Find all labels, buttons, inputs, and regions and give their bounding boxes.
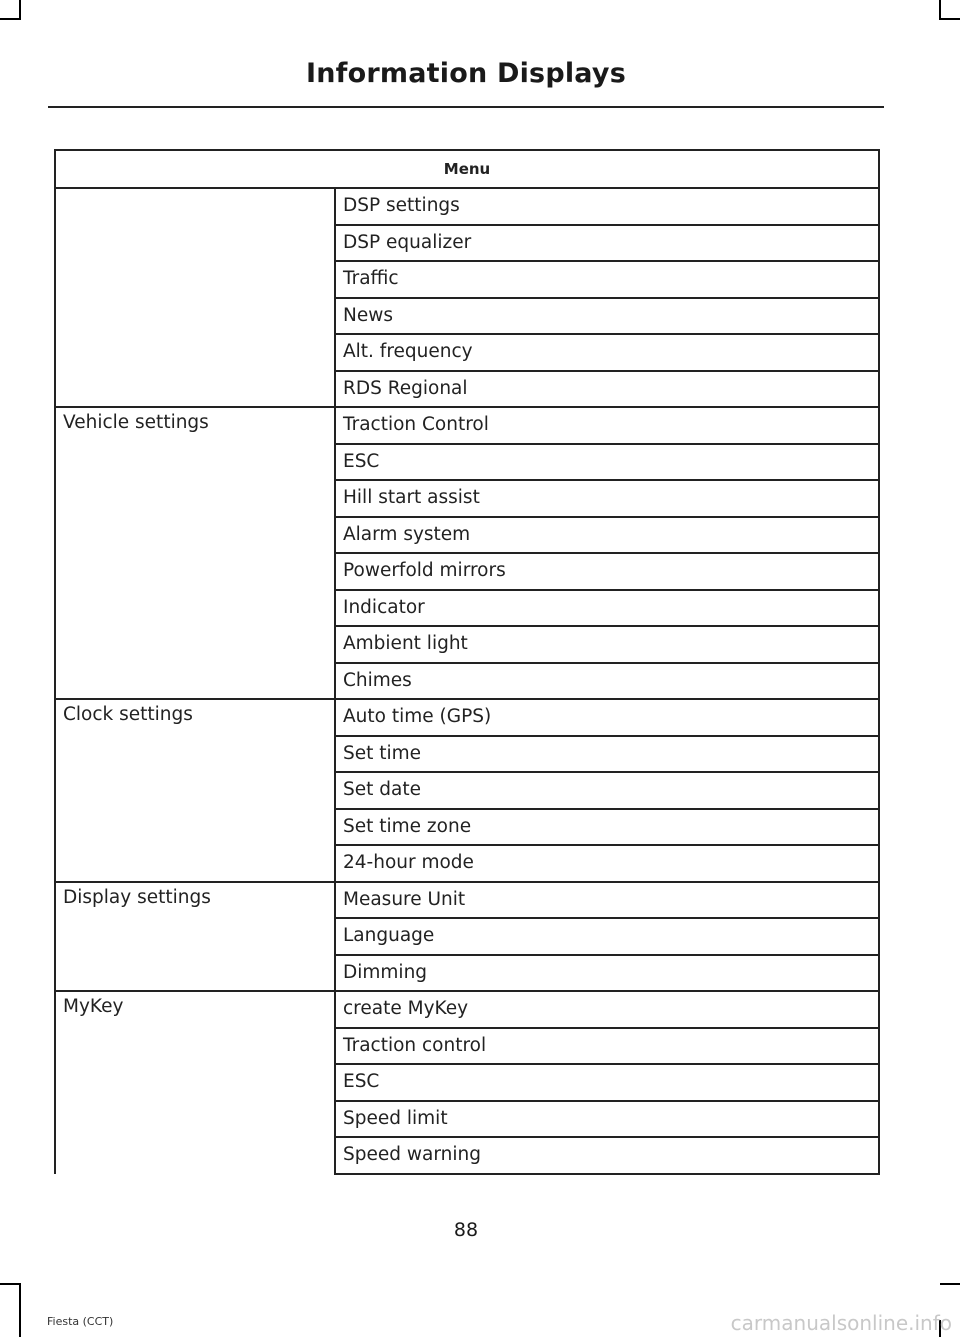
menu-item: Hill start assist — [335, 480, 879, 517]
menu-item: ESC — [335, 444, 879, 481]
menu-table — [54, 149, 880, 1175]
menu-item: Alarm system — [335, 517, 879, 554]
menu-item: RDS Regional — [335, 371, 879, 408]
menu-item: create MyKey — [335, 991, 879, 1028]
table-row — [55, 699, 879, 736]
group-label — [55, 188, 335, 407]
menu-item: Traction Control — [335, 407, 879, 444]
menu-item: Set time — [335, 736, 879, 773]
table-row — [55, 882, 879, 919]
crop-mark — [0, 18, 20, 20]
menu-item: Measure Unit — [335, 882, 879, 919]
crop-mark — [0, 1283, 20, 1285]
crop-mark — [939, 0, 941, 20]
menu-item: Auto time (GPS) — [335, 699, 879, 736]
watermark: carmanualsonline.info — [730, 1311, 952, 1335]
table-body — [55, 188, 879, 1174]
menu-item: Ambient light — [335, 626, 879, 663]
menu-item: Traction control — [335, 1028, 879, 1065]
menu-item: Chimes — [335, 663, 879, 700]
crop-mark — [19, 0, 21, 20]
menu-item: News — [335, 298, 879, 335]
menu-item: Language — [335, 918, 879, 955]
menu-item: Speed warning — [335, 1137, 879, 1174]
crop-mark — [940, 18, 960, 20]
menu-item: Dimming — [335, 955, 879, 992]
header-rule — [48, 106, 884, 108]
group-label: Clock settings — [55, 699, 335, 882]
menu-item: DSP equalizer — [335, 225, 879, 262]
crop-mark — [940, 1283, 960, 1285]
menu-item: DSP settings — [335, 188, 879, 225]
menu-item: Powerfold mirrors — [335, 553, 879, 590]
group-label: Vehicle settings — [55, 407, 335, 699]
table-row — [55, 407, 879, 444]
crop-mark — [19, 1283, 21, 1337]
menu-item: Traffic — [335, 261, 879, 298]
table-row — [55, 991, 879, 1028]
menu-item: Set time zone — [335, 809, 879, 846]
menu-item: Speed limit — [335, 1101, 879, 1138]
menu-item: Indicator — [335, 590, 879, 627]
group-label: Display settings — [55, 882, 335, 992]
menu-item: ESC — [335, 1064, 879, 1101]
table-heading: Menu — [55, 150, 879, 188]
menu-item: 24-hour mode — [335, 845, 879, 882]
group-label: MyKey — [55, 991, 335, 1174]
menu-item: Set date — [335, 772, 879, 809]
footer-model: Fiesta (CCT) — [47, 1315, 114, 1328]
page-number: 88 — [453, 1219, 479, 1241]
page-title: Information Displays — [306, 58, 626, 89]
menu-item: Alt. frequency — [335, 334, 879, 371]
table-row — [55, 188, 879, 225]
